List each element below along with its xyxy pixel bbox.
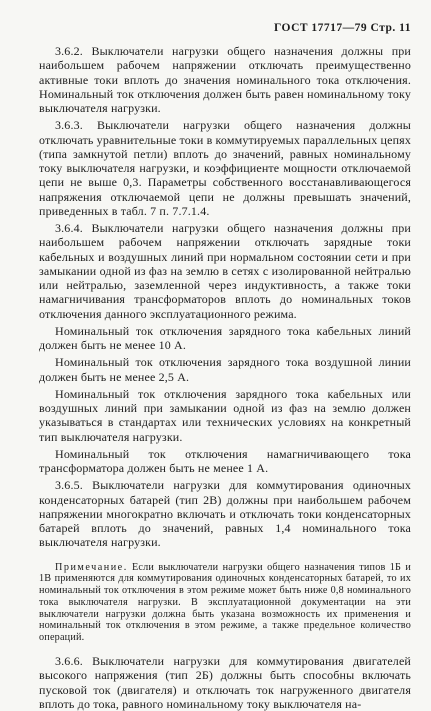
paragraph-overhead-line-current: Номинальный ток отключения зарядного тока воздушной линии должен быть не менее 2,5 А. [39, 355, 411, 384]
paragraph-3-6-3: 3.6.3. Выключатели нагрузки общего назначения должны отключать уравнительные токи в коммутируемых параллельных цепях (типа замкнутой петли) вплоть до значений, равных номинальному току выключателя нагрузки, и коэффициенте мощности отключаемой цепи не выше 0,3. Параметры собственного восстанавливающегося напряжения отключаемой цепи не должны превышать значений, приведенных в табл. 7 п. 7.7.1.4. [39, 118, 411, 218]
paragraph-ground-fault-current: Номинальный ток отключения зарядного тока кабельных или воздушных линий при замыкании одной из фаз на землю должен указываться в стандартах или технических условиях на конкретный тип выключателя нагрузки. [39, 386, 411, 444]
note-text: Если выключатели нагрузки общего назначения типов 1Б и 1В применяются для коммутирования одиночных конденсаторных батарей, то их номинальный ток отключения в этом режиме может быть ниже 0,8 номинального тока выключателя нагрузки. В эксплуатационной документации на эти выключатели нагрузки должна быть указана возможность их применения и номинальный ток отключения в этом режиме, а также предельное количество операций. [39, 561, 411, 644]
note [39, 562, 411, 645]
paragraph-cable-line-current: Номинальный ток отключения зарядного тока кабельных линий должен быть не менее 10 А. [39, 323, 411, 352]
paragraph-3-6-5: 3.6.5. Выключатели нагрузки для коммутирования одиночных конденсаторных батарей (тип 2В) должны при наибольшем рабочем напряжении многократно включать и отключать токи конденсаторных батарей вплоть до значений, равных 1,4 номинального тока выключателя нагрузки. [39, 478, 411, 550]
note-label: Примечание. [55, 561, 128, 573]
page-header: ГОСТ 17717—79 Стр. 11 [273, 22, 411, 34]
paragraph-3-6-4: 3.6.4. Выключатели нагрузки общего назначения должны при наибольшем рабочем напряжении отключать зарядные токи кабельных и воздушных линий при нормальном состоянии сети и при замыкании одной из фаз на землю в сетях с изолированной нейтралью или нейтралью, заземленной через индуктивность, а также токи намагничивания трансформаторов вплоть до номинальных токов отключения данного эксплуатационного режима. [39, 221, 411, 321]
paragraph-magnetizing-current: Номинальный ток отключения намагничивающего тока трансформатора должен быть не менее 1 А. [39, 446, 411, 475]
paragraph-3-6-6: 3.6.6. Выключатели нагрузки для коммутирования двигателей высокого напряжения (тип 2Б) должны быть способны включать пусковой ток (двигателя) и отключать ток нагруженного двигателя вплоть до тока, равного номинальному току выключателя на- [39, 654, 411, 711]
paragraph-3-6-2: 3.6.2. Выключатели нагрузки общего назначения должны при наибольшем рабочем напряжении отключать преимущественно активные токи вплоть до значения номинального тока отключения. Номинальный ток отключения должен быть равен номинальному току выключателя нагрузки. [39, 44, 411, 115]
